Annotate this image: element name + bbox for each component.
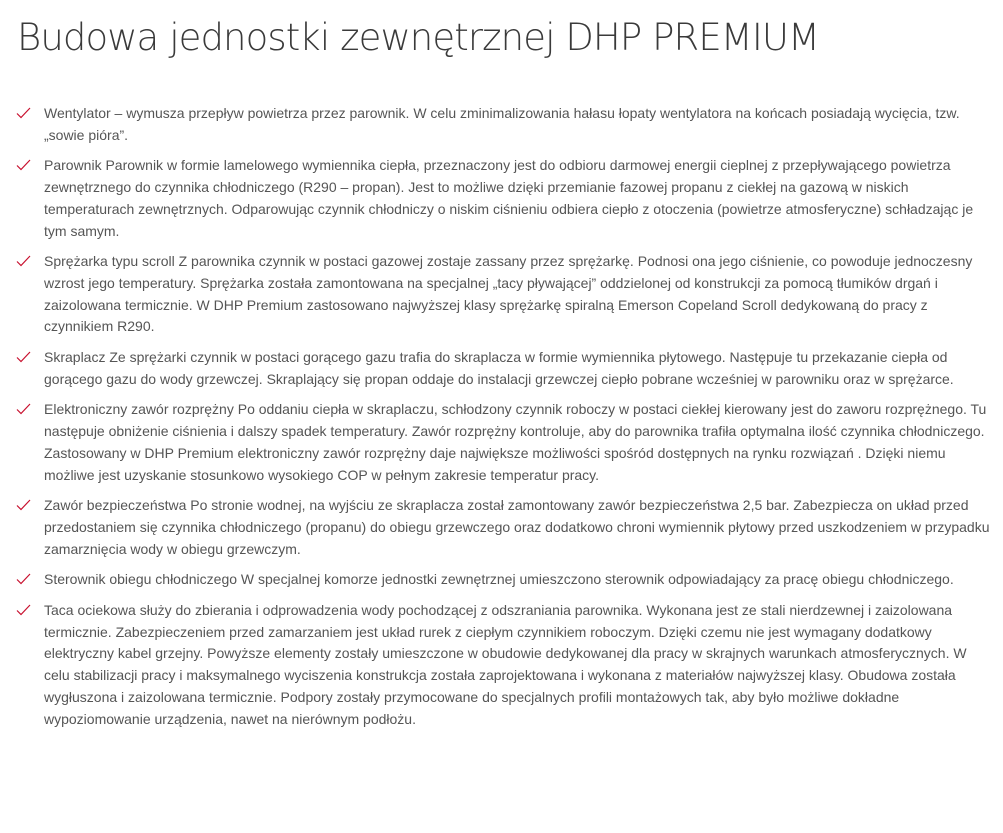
list-item [16, 399, 991, 486]
check-icon [16, 159, 31, 171]
list-item-text: Taca ociekowa służy do zbierania i odprowadzenia wody pochodzącej z odszraniania parownika. Wykonana jest ze stali nierdzewnej i zaizolowana termicznie. Zabezpieczeniem przed zamarzaniem jest układ rurek z ciepłym czynnikiem roboczym. Dzięki czemu nie jest wymagany dodatkowy elektryczny kabel grzejny. Powyższe elementy zostały umieszczone w obudowie dedykowanej dla pracy w skrajnych warunkach atmosferycznych. W celu stabilizacji pracy i maksymalnego wyciszenia konstrukcja została zaprojektowana i wykonana z materiałów najwyższej klasy. Obudowa została wygłuszona i zaizolowana termicznie. Podpory zostały przymocowane do specjalnych profili montażowych tak, aby było możliwe dokładne wypoziomowanie urządzenia, nawet na nierównym podłożu. [44, 602, 967, 727]
list-item-text: Zawór bezpieczeństwa Po stronie wodnej, na wyjściu ze skraplacza został zamontowany zawór bezpieczeństwa 2,5 bar. Zabezpiecza on układ przed przedostaniem się czynnika chłodniczego (propanu) do obiegu grzewczego oraz dodatkowo chroni wymiennik płytowy przed uszkodzeniem w przypadku zamarznięcia wody w obiegu grzewczym. [44, 497, 990, 557]
list-item [16, 569, 991, 591]
check-icon [16, 604, 31, 616]
list-item [16, 600, 991, 730]
check-icon [16, 107, 31, 119]
list-item [16, 495, 991, 560]
list-item [16, 155, 991, 242]
check-icon [16, 499, 31, 511]
list-item [16, 347, 991, 390]
list-item [16, 103, 991, 146]
list-item-text: Elektroniczny zawór rozprężny Po oddaniu ciepła w skraplaczu, schłodzony czynnik roboczy w postaci ciekłej kierowany jest do zaworu rozprężnego. Tu następuje obniżenie ciśnienia i dalszy spadek temperatury. Zawór rozprężny kontroluje, aby do parownika trafiła optymalna ilość czynnika chłodniczego. Zastosowany w DHP Premium elektroniczny zawór rozprężny daje największe możliwości spośród dostępnych na rynku rozwiązań . Dzięki niemu możliwe jest uzyskanie stosunkowo wysokiego COP w pełnym zakresie temperatur pracy. [44, 401, 987, 483]
check-icon [16, 351, 31, 363]
list-item-text: Sterownik obiegu chłodniczego W specjalnej komorze jednostki zewnętrznej umieszczono sterownik odpowiadający za pracę obiegu chłodniczego. [44, 571, 954, 588]
check-icon [16, 255, 31, 267]
page-title: Budowa jednostki zewnętrznej DHP PREMIUM [17, 16, 820, 59]
list-item-text: Parownik Parownik w formie lamelowego wymiennika ciepła, przeznaczony jest do odbioru darmowej energii cieplnej z przepływającego powietrza zewnętrznego do czynnika chłodniczego (R290 – propan). Jest to możliwe dzięki przemianie fazowej propanu z ciekłej na gazową w niskich temperaturach zewnętrznych. Odparowując czynnik chłodniczy o niskim ciśnieniu odbiera ciepło z otoczenia (powietrze atmosferyczne) schładzając je tym samym. [44, 157, 974, 239]
check-icon [16, 403, 31, 415]
list-item-text: Skraplacz Ze sprężarki czynnik w postaci gorącego gazu trafia do skraplacza w formie wymiennika płytowego. Następuje tu przekazanie ciepła od gorącego gazu do wody grzewczej. Skraplający się propan oddaje do instalacji grzewczej ciepło pobrane wcześniej w parowniku oraz w sprężarce. [44, 349, 954, 387]
check-icon [16, 573, 31, 585]
feature-list [16, 103, 991, 739]
list-item-text: Sprężarka typu scroll Z parownika czynnik w postaci gazowej zostaje zassany przez sprężarkę. Podnosi ona jego ciśnienie, co powoduje jednoczesny wzrost jego temperatury. Sprężarka została zamontowana na specjalnej „tacy pływającej” oddzielonej od konstrukcji za pomocą tłumików drgań i zaizolowana termicznie. W DHP Premium zastosowano najwyższej klasy sprężarkę spiralną Emerson Copeland Scroll dedykowaną do pracy z czynnikiem R290. [44, 253, 973, 335]
list-item-text: Wentylator – wymusza przepływ powietrza przez parownik. W celu zminimalizowania hałasu łopaty wentylatora na końcach posiadają wycięcia, tzw. „sowie pióra”. [44, 105, 960, 143]
list-item [16, 251, 991, 338]
